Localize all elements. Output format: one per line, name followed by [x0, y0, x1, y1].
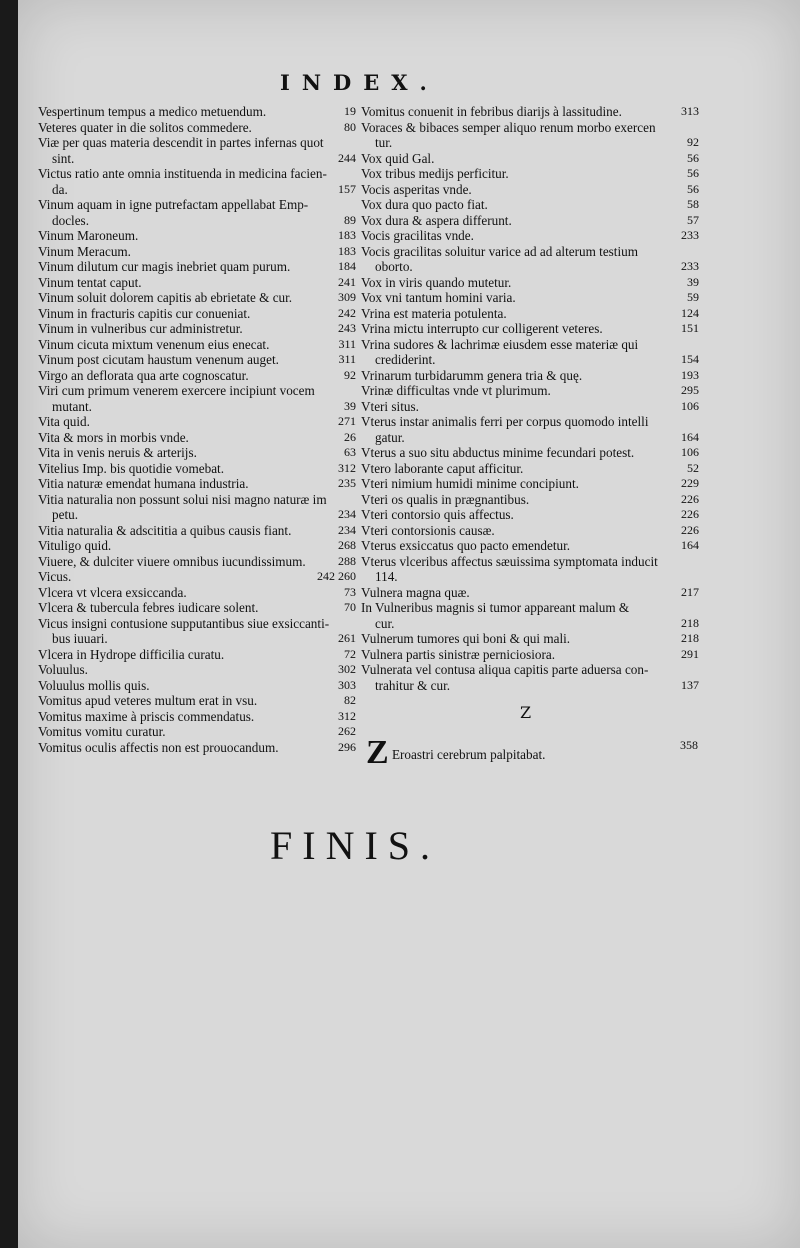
entry-page: 92 — [344, 367, 356, 382]
index-entry — [38, 430, 356, 446]
entry-page: 137 — [681, 677, 699, 692]
entry-page: 52 — [687, 460, 699, 475]
entry-text: Vterus instar animalis ferri per corpus quomodo intelli — [361, 414, 649, 429]
index-entry — [38, 337, 356, 353]
entry-page: 309 — [338, 290, 356, 304]
index-entry — [361, 445, 699, 461]
entry-text: Vrinæ difficultas vnde vt plurimum. — [361, 383, 551, 398]
index-entry — [38, 523, 356, 539]
index-entry — [38, 600, 356, 616]
index-entry — [361, 228, 699, 244]
entry-page: 80 — [344, 119, 356, 134]
index-entry — [361, 321, 699, 337]
index-entry — [38, 120, 356, 136]
index-entry — [361, 662, 699, 693]
index-entry — [38, 104, 356, 120]
entry-continuation: mutant. — [52, 398, 92, 414]
entry-text: Vinum soluit dolorem capitis ab ebrietate & cur. — [38, 290, 293, 305]
entry-text: Vomitus maxime à priscis commendatus. — [38, 708, 255, 724]
entry-page: 58 — [687, 197, 699, 211]
entry-text: Vlcera in Hydrope difficilia curatu. — [38, 646, 225, 662]
entry-page: 56 — [687, 150, 699, 165]
index-entry — [361, 523, 699, 539]
entry-text: Virgo an deflorata qua arte cognoscatur. — [38, 367, 249, 383]
entry-page: 242 — [338, 305, 356, 320]
entry-text: Vita & mors in morbis vnde. — [38, 429, 189, 445]
index-entry — [361, 151, 699, 167]
entry-text: Vespertinum tempus a medico metuendum. — [38, 104, 267, 119]
entry-text: Vterus a suo situ abductus minime fecundari potest. — [361, 445, 635, 460]
index-entry — [361, 538, 699, 554]
entry-text: Vteri os qualis in prægnantibus. — [361, 491, 530, 507]
index-entry — [361, 554, 699, 585]
entry-page: 312 — [338, 708, 356, 723]
entry-page: 358 — [680, 738, 698, 752]
index-entry — [38, 678, 356, 694]
index-entry — [38, 709, 356, 725]
index-entry — [38, 244, 356, 260]
entry-page: 72 — [344, 646, 356, 661]
entry-text: Eroastri cerebrum palpitabat. — [391, 747, 546, 762]
entry-text: Vicus. — [38, 569, 72, 584]
entry-page: 164 — [681, 429, 699, 444]
entry-page: 243 — [338, 321, 356, 335]
entry-text: Vteri contorsio quis affectus. — [361, 507, 514, 522]
entry-text: Vitia naturalia & adscititia a quibus causis fiant. — [38, 522, 292, 538]
entry-page: 39 — [344, 398, 356, 413]
index-entry — [38, 554, 356, 570]
index-right-column — [361, 104, 699, 693]
index-entry — [38, 461, 356, 477]
entry-continuation: bus iuuari. — [52, 631, 108, 646]
entry-page: 234 — [338, 522, 356, 537]
entry-page: 303 — [338, 677, 356, 692]
entry-page: 229 — [681, 476, 699, 490]
entry-text: Vitia naturalia non possunt solui nisi magno naturæ im — [38, 491, 327, 507]
entry-page: 313 — [681, 104, 699, 118]
entry-text: Vita in venis neruis & arterijs. — [38, 445, 197, 460]
entry-page: 154 — [681, 352, 699, 366]
entry-page: 218 — [681, 631, 699, 645]
index-entry — [361, 275, 699, 291]
index-entry — [38, 616, 356, 647]
entry-text: Viuere, & dulciter viuere omnibus iucundissimum. — [38, 553, 306, 569]
entry-text: Vulnera partis sinistræ perniciosiora. — [361, 646, 556, 662]
entry-text: Vlcera vt vlcera exsiccanda. — [38, 584, 187, 600]
entry-continuation: crediderint. — [375, 352, 436, 367]
entry-text: Vteri contorsionis causæ. — [361, 522, 495, 538]
index-entry — [361, 182, 699, 198]
entry-page: 157 — [338, 181, 356, 196]
entry-page: 26 — [344, 429, 356, 444]
entry-page: 124 — [681, 305, 699, 320]
index-entry — [38, 740, 356, 756]
entry-page: 217 — [681, 584, 699, 599]
index-entry — [38, 259, 356, 275]
entry-text: Vrina mictu interrupto cur colligerent veteres. — [361, 321, 603, 336]
index-entry — [38, 352, 356, 368]
index-entry — [361, 383, 699, 399]
entry-text: Vitia naturæ emendat humana industria. — [38, 476, 249, 491]
entry-page: 233 — [681, 259, 699, 273]
entry-text: Vomitus oculis affectis non est prouocandum. — [38, 739, 279, 755]
entry-text: Veteres quater in die solitos commedere. — [38, 119, 252, 135]
entry-page: 63 — [344, 445, 356, 459]
entry-text: Vulnerum tumores qui boni & qui mali. — [361, 631, 571, 646]
entry-page: 183 — [338, 243, 356, 258]
entry-text: Vituligo quid. — [38, 538, 112, 553]
entry-text: Vinum post cicutam haustum venenum auget. — [38, 352, 279, 367]
entry-page: 184 — [338, 259, 356, 273]
index-entry — [38, 492, 356, 523]
entry-page: 244 — [338, 150, 356, 165]
entry-page: 151 — [681, 321, 699, 335]
entry-page: 56 — [687, 181, 699, 196]
entry-text: Vtero laborante caput afficitur. — [361, 460, 524, 476]
entry-text: Vocis gracilitas vnde. — [361, 228, 474, 243]
index-entry — [361, 337, 699, 368]
entry-text: Voluulus. — [38, 662, 88, 677]
initial-letter: Z — [366, 734, 389, 771]
entry-continuation: docles. — [52, 212, 89, 228]
entry-page: 70 — [344, 600, 356, 614]
entry-text: Vteri situs. — [361, 398, 419, 414]
entry-page: 226 — [681, 522, 699, 537]
entry-text: Vteri nimium humidi minime concipiunt. — [361, 476, 579, 491]
entry-page: 183 — [338, 228, 356, 242]
entry-text: Vomitus apud veteres multum erat in vsu. — [38, 693, 258, 708]
index-entry — [38, 693, 356, 709]
entry-page: 312 — [338, 460, 356, 475]
entry-page: 193 — [681, 367, 699, 382]
entry-text: Victus ratio ante omnia instituenda in medicina facien- — [38, 166, 327, 181]
entry-text: Vox dura & aspera differunt. — [361, 212, 512, 228]
index-entry — [38, 166, 356, 197]
index-entry — [361, 290, 699, 306]
index-entry — [38, 306, 356, 322]
entry-text: Vinum in vulneribus cur administretur. — [38, 321, 243, 336]
entry-text: Vicus insigni contusione supputantibus siue exsiccanti- — [38, 615, 330, 631]
entry-text: Vterus exsiccatus quo pacto emendetur. — [361, 538, 571, 553]
entry-page: 59 — [687, 290, 699, 304]
index-entry — [38, 321, 356, 337]
index-entry — [361, 647, 699, 663]
index-entry — [361, 492, 699, 508]
index-entry — [38, 290, 356, 306]
index-entry — [361, 476, 699, 492]
entry-page: 311 — [338, 352, 356, 366]
entry-text: Vox vni tantum homini varia. — [361, 290, 516, 305]
index-entry — [361, 197, 699, 213]
entry-text: Vitelius Imp. bis quotidie vomebat. — [38, 460, 225, 476]
entry-page: 57 — [687, 212, 699, 227]
index-entry — [38, 585, 356, 601]
entry-page: 226 — [681, 491, 699, 506]
index-entry — [361, 414, 699, 445]
entry-page: 261 — [338, 631, 356, 645]
entry-text: Vinum dilutum cur magis inebriet quam purum. — [38, 259, 291, 274]
index-entry — [38, 197, 356, 228]
entry-text: Vrinarum turbidarumm genera tria & quę. — [361, 367, 583, 383]
entry-page: 268 — [338, 538, 356, 552]
index-entry — [361, 461, 699, 477]
entry-page: 218 — [681, 615, 699, 630]
entry-text: Vinum in fracturis capitis cur conueniat. — [38, 305, 251, 321]
entry-text: Vinum cicuta mixtum venenum eius enecat. — [38, 336, 270, 352]
entry-page: 226 — [681, 507, 699, 521]
index-entry — [361, 368, 699, 384]
index-entry — [361, 399, 699, 415]
entry-continuation: petu. — [52, 507, 79, 522]
entry-text: Vocis gracilitas soluitur varice ad ad alterum testium — [361, 243, 638, 259]
entry-page: 288 — [338, 553, 356, 568]
entry-text: Vulnerata vel contusa aliqua capitis parte aduersa con- — [361, 662, 649, 677]
index-entry — [38, 538, 356, 554]
page-header-index: INDEX. — [280, 70, 439, 95]
index-entry — [361, 120, 699, 151]
entry-text: Vrina sudores & lachrimæ eiusdem esse materiæ qui — [361, 336, 639, 352]
entry-page: 73 — [344, 584, 356, 599]
entry-page: 92 — [687, 135, 699, 149]
entry-page: 311 — [338, 336, 356, 351]
index-entry — [38, 275, 356, 291]
index-entry — [361, 244, 699, 275]
entry-continuation: trahitur & cur. — [375, 677, 451, 693]
entry-text: Vita quid. — [38, 414, 90, 429]
entry-text: Vox in viris quando mutetur. — [361, 274, 512, 290]
index-entry — [38, 647, 356, 663]
entry-page: 271 — [338, 414, 356, 428]
entry-page: 295 — [681, 383, 699, 397]
book-gutter-edge — [0, 0, 18, 1248]
entry-text: Vterus vlceribus affectus sæuissima symptomata inducit — [361, 553, 658, 569]
entry-page: 235 — [338, 476, 356, 490]
entry-text: Voraces & bibaces semper aliquo renum morbo exercen — [361, 119, 656, 135]
index-entry — [38, 476, 356, 492]
index-entry — [361, 213, 699, 229]
entry-continuation: gatur. — [375, 429, 405, 445]
entry-text: Vox dura quo pacto fiat. — [361, 197, 488, 212]
entry-text: Viri cum primum venerem exercere incipiunt vocem — [38, 383, 315, 398]
entry-page: 164 — [681, 538, 699, 552]
entry-page: 233 — [681, 228, 699, 242]
entry-text: Vinum aquam in igne putrefactam appellabat Emp- — [38, 197, 309, 212]
index-entry — [38, 135, 356, 166]
entry-text: Voluulus mollis quis. — [38, 677, 150, 693]
entry-text: Vomitus conuenit in febribus diarijs à lassitudine. — [361, 104, 622, 119]
entry-page: 291 — [681, 646, 699, 661]
entry-page: 19 — [344, 104, 356, 118]
entry-page: 242 260 — [317, 569, 356, 583]
entry-text: Vocis asperitas vnde. — [361, 181, 472, 197]
entry-page: 262 — [338, 724, 356, 738]
index-entry — [38, 228, 356, 244]
entry-text: Vulnera magna quæ. — [361, 584, 470, 600]
entry-continuation: da. — [52, 181, 68, 197]
entry-page: 82 — [344, 693, 356, 707]
index-left-column — [38, 104, 356, 755]
entry-text: Viæ per quas materia descendit in partes infernas quot — [38, 135, 324, 150]
entry-continuation: tur. — [375, 135, 393, 150]
index-entry — [361, 306, 699, 322]
index-entry — [361, 166, 699, 182]
entry-text: Vinum Maroneum. — [38, 228, 139, 243]
entry-page: 241 — [338, 274, 356, 289]
finis-heading: FINIS. — [270, 823, 441, 868]
index-entry — [361, 600, 699, 631]
entry-text: Vox tribus medijs perficitur. — [361, 166, 509, 181]
entry-continuation: 114. — [375, 569, 398, 584]
entry-page: 234 — [338, 507, 356, 521]
entry-page: 296 — [338, 739, 356, 754]
entry-text: Vinum Meracum. — [38, 243, 131, 259]
index-entry — [361, 104, 699, 120]
index-entry — [38, 662, 356, 678]
index-entry — [38, 445, 356, 461]
entry-continuation: oborto. — [375, 259, 413, 274]
section-letter-z: Z — [520, 703, 532, 722]
index-entry — [361, 507, 699, 523]
index-entry — [38, 724, 356, 740]
entry-page: 39 — [687, 274, 699, 289]
entry-continuation: cur. — [375, 615, 395, 631]
entry-page: 302 — [338, 662, 356, 676]
entry-text: Vrina est materia potulenta. — [361, 305, 507, 321]
index-entry — [38, 383, 356, 414]
index-entry — [361, 631, 699, 647]
index-entry — [361, 585, 699, 601]
entry-text: Vinum tentat caput. — [38, 274, 142, 290]
entry-text: Vomitus vomitu curatur. — [38, 724, 166, 739]
entry-page: 89 — [344, 212, 356, 227]
index-entry — [38, 368, 356, 384]
entry-text: Vox quid Gal. — [361, 150, 435, 166]
entry-text: In Vulneribus magnis si tumor appareant malum & — [361, 600, 630, 615]
index-entry — [38, 569, 356, 585]
entry-page: 106 — [681, 445, 699, 459]
index-entry-z — [366, 734, 698, 772]
entry-continuation: sint. — [52, 150, 75, 166]
entry-text: Vlcera & tubercula febres iudicare solent. — [38, 600, 259, 615]
entry-page: 56 — [687, 166, 699, 180]
index-entry — [38, 414, 356, 430]
entry-page: 106 — [681, 398, 699, 413]
